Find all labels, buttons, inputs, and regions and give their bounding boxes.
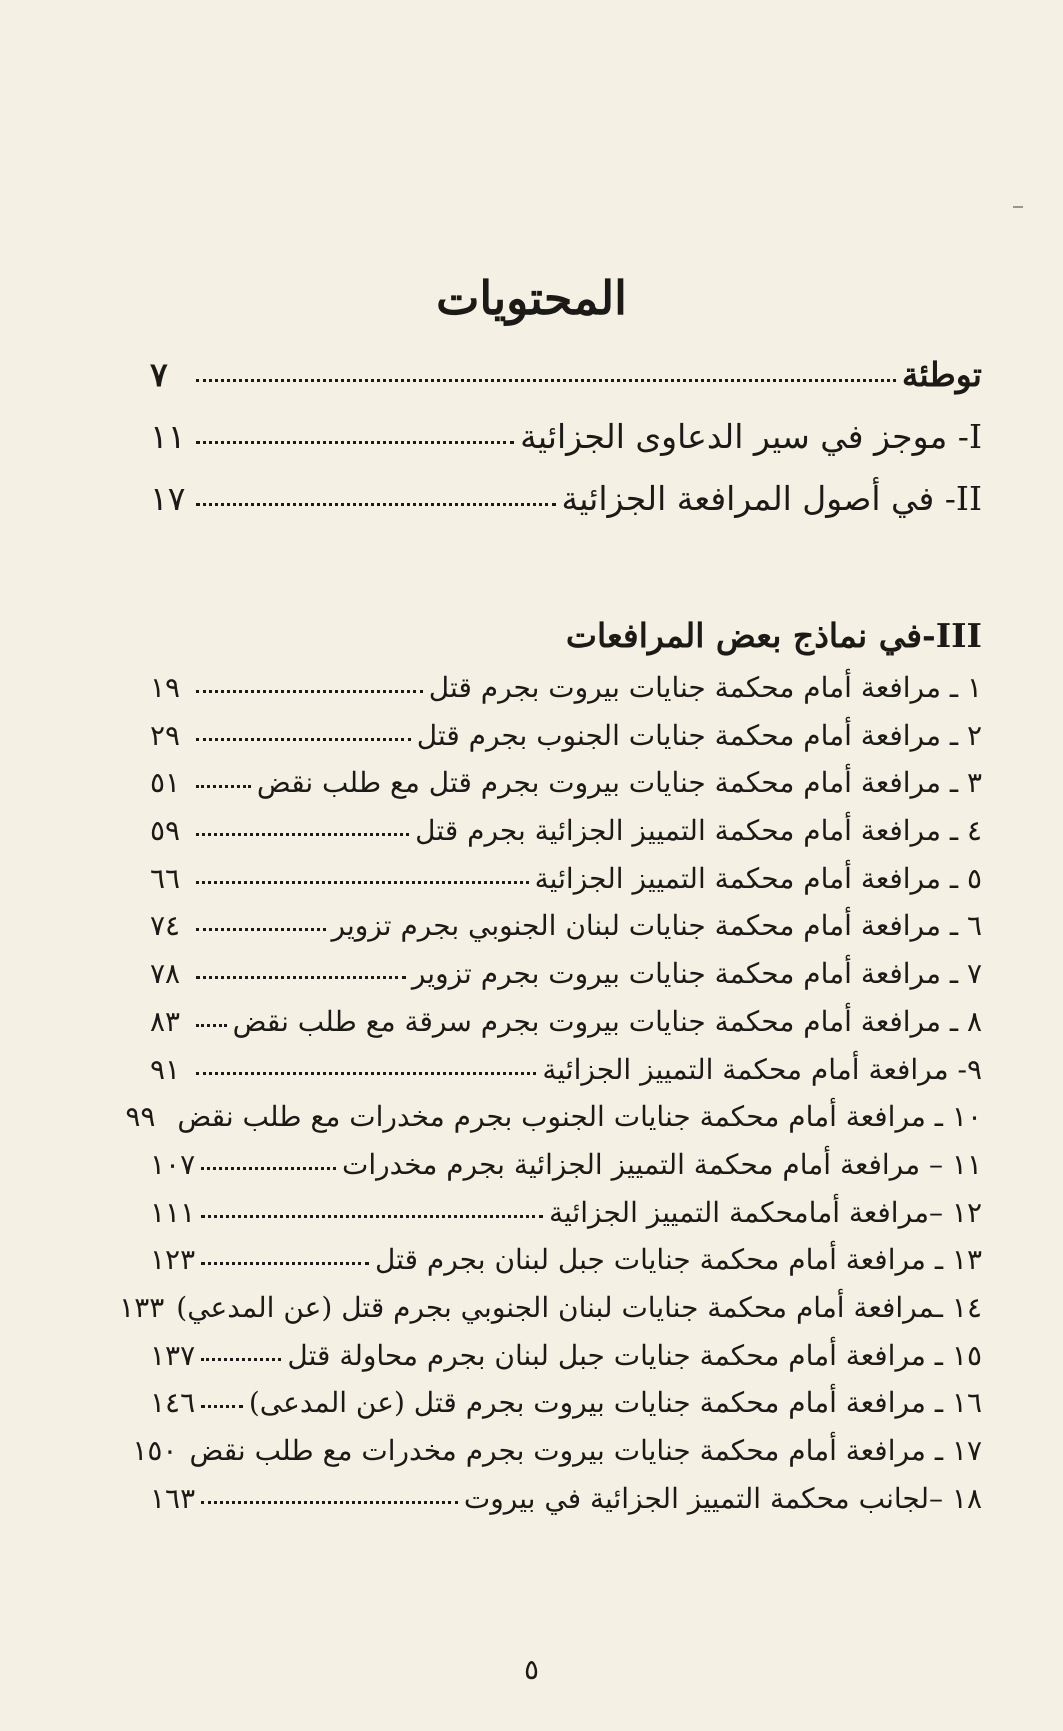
main-entries	[150, 344, 982, 530]
toc-entry-page: ١١١	[150, 1195, 196, 1229]
toc-entry-page: ٩٩	[125, 1100, 156, 1134]
dot-leader	[196, 1072, 536, 1075]
toc-entry	[150, 664, 982, 712]
toc-entry-label: ٣ ـ مرافعة أمام محكمة جنايات بيروت بجرم قتل مع طلب نقض	[256, 766, 982, 800]
toc-entry	[132, 1427, 982, 1475]
toc-entry-label: I- موجز في سير الدعاوى الجزائية	[520, 417, 982, 456]
toc-entry-label: ١٨ –لجانب محكمة التمييز الجزائية في بيروت	[463, 1481, 982, 1515]
toc-entry-page: ٨٣	[150, 1004, 181, 1038]
toc-entry-label: ١٢ –مرافعة أمامحكمة التمييز الجزائية	[548, 1195, 982, 1229]
toc-entry-label: ١٦ ـ مرافعة أمام محكمة جنايات بيروت بجرم قتل (عن المدعى)	[248, 1386, 982, 1420]
dot-leader	[201, 1501, 458, 1504]
toc-entry-page: ١٠٧	[150, 1147, 196, 1181]
toc-entry-label: توطئة	[901, 355, 982, 394]
toc-entry	[150, 712, 982, 760]
toc-entry-page: ١٦٣	[150, 1481, 196, 1515]
toc-entry-label: ٧ ـ مرافعة أمام محكمة جنايات بيروت بجرم تزوير	[411, 957, 982, 991]
toc-entry	[150, 406, 982, 468]
toc-entry	[150, 855, 982, 903]
toc-entry-page: ١٧	[150, 479, 186, 518]
toc-entry	[150, 1236, 982, 1284]
paper-speck	[1013, 206, 1023, 208]
toc-entry-label: ١١ – مرافعة أمام محكمة التمييز الجزائية بجرم مخدرات	[341, 1147, 982, 1181]
page-number: ٥	[523, 1653, 540, 1686]
toc-entry-page: ٥١	[150, 766, 181, 800]
toc-entry-page: ١١	[150, 417, 186, 456]
toc-entry-label: ٢ ـ مرافعة أمام محكمة جنايات الجنوب بجرم قتل	[416, 718, 982, 752]
dot-leader	[196, 928, 326, 931]
toc-entry-page: ٧	[150, 355, 168, 394]
toc-entry-page: ١٣٣	[119, 1290, 165, 1324]
toc-entry	[150, 998, 982, 1046]
toc-entry-page: ١٢٣	[150, 1243, 196, 1277]
toc-entry	[150, 468, 982, 530]
toc-entry-label: ١٠ ـ مرافعة أمام محكمة جنايات الجنوب بجرم مخدرات مع طلب نقض	[177, 1100, 982, 1134]
toc-entry	[150, 1046, 982, 1094]
toc-entry-label: ١٣ ـ مرافعة أمام محكمة جنايات جبل لبنان بجرم قتل	[374, 1243, 982, 1277]
section-heading: III-في نماذج بعض المرافعات	[565, 616, 982, 655]
toc-entry-label: ١٤ ـمرافعة أمام محكمة جنايات لبنان الجنوبي بجرم قتل (عن المدعي)	[176, 1290, 982, 1324]
toc-entry	[150, 902, 982, 950]
toc-entry-label: ٨ ـ مرافعة أمام محكمة جنايات بيروت بجرم سرقة مع طلب نقض	[232, 1004, 982, 1038]
toc-entry	[150, 1332, 982, 1380]
toc-entry-page: ١٣٧	[150, 1338, 196, 1372]
toc-entry	[150, 1475, 982, 1523]
toc-entry	[150, 807, 982, 855]
toc-entry-label: ١٥ ـ مرافعة أمام محكمة جنايات جبل لبنان بجرم محاولة قتل	[287, 1338, 982, 1372]
toc-entry	[125, 1093, 982, 1141]
dot-leader	[196, 881, 529, 884]
pleadings-list	[119, 664, 982, 1522]
toc-entry-page: ٦٦	[150, 861, 181, 895]
toc-entry-page: ١٩	[150, 671, 181, 704]
toc-entry-page: ١٤٦	[150, 1386, 196, 1420]
toc-entry-label: II- في أصول المرافعة الجزائية	[561, 479, 982, 518]
toc-entry	[150, 1379, 982, 1427]
toc-entry-label: ٥ ـ مرافعة أمام محكمة التمييز الجزائية	[534, 861, 982, 895]
toc-entry-label: ٤ ـ مرافعة أمام محكمة التمييز الجزائية بجرم قتل	[415, 814, 982, 848]
toc-entry-label: ١٧ ـ مرافعة أمام محكمة جنايات بيروت بجرم مخدرات مع طلب نقض	[189, 1434, 982, 1467]
toc-entry-label: ١ ـ مرافعة أمام محكمة جنايات بيروت بجرم قتل	[428, 671, 982, 704]
toc-entry	[150, 344, 982, 406]
dot-leader	[201, 1215, 543, 1218]
dot-leader	[196, 690, 423, 693]
dot-leader	[196, 785, 251, 788]
dot-leader	[201, 1262, 369, 1265]
dot-leader	[196, 503, 556, 506]
toc-entry-page: ٧٨	[150, 957, 181, 991]
toc-entry-page: ٩١	[150, 1052, 181, 1086]
toc-entry	[150, 759, 982, 807]
toc-entry-page: ١٥٠	[132, 1434, 178, 1467]
toc-entry-page: ٧٤	[150, 909, 181, 943]
dot-leader	[196, 833, 409, 836]
dot-leader	[201, 1405, 243, 1408]
toc-entry-label: ٩- مرافعة أمام محكمة التمييز الجزائية	[542, 1052, 982, 1086]
toc-entry	[150, 950, 982, 998]
dot-leader	[196, 441, 514, 444]
dot-leader	[196, 1024, 227, 1027]
dot-leader	[201, 1358, 281, 1361]
toc-entry-page: ٢٩	[150, 718, 181, 752]
dot-leader	[196, 379, 896, 382]
dot-leader	[196, 738, 411, 741]
toc-entry	[150, 1141, 982, 1189]
toc-entry	[119, 1284, 982, 1332]
toc-entry-page: ٥٩	[150, 814, 181, 848]
dot-leader	[201, 1167, 336, 1170]
dot-leader	[196, 976, 406, 979]
page-title: المحتويات	[436, 271, 627, 325]
toc-entry-label: ٦ ـ مرافعة أمام محكمة جنايات لبنان الجنوبي بجرم تزوير	[331, 909, 982, 943]
toc-entry	[150, 1189, 982, 1237]
